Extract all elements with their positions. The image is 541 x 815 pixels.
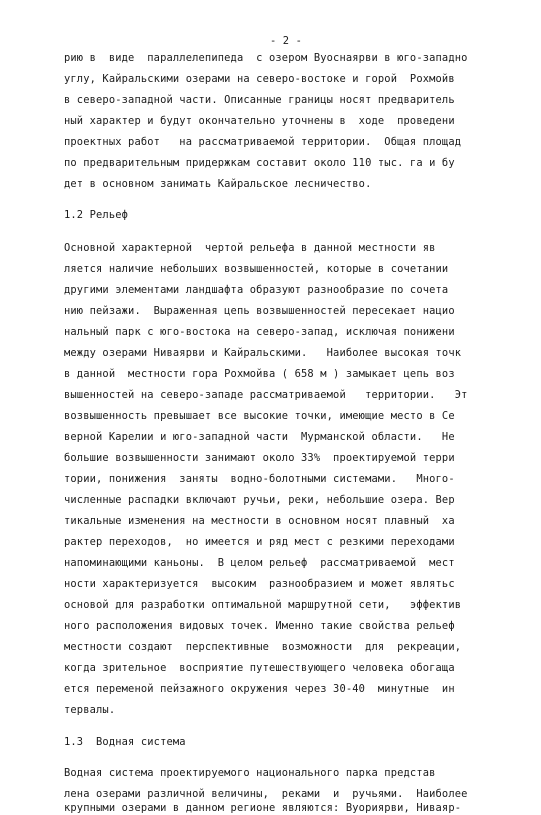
text-line: напоминающими каньоны. В целом рельеф рассматриваемой мест: [64, 557, 455, 569]
text-line: местности создают перспективные возможности для рекреации,: [64, 641, 462, 653]
text-line: ности характеризуется высоким разнообразием и может являтьс: [64, 578, 455, 590]
section-heading-relief: 1.2 Рельеф: [64, 209, 129, 221]
text-line: численные распадки включают ручьи, реки, небольшие озера. Вер: [64, 494, 455, 506]
text-line: рию в виде параллелепипеда с озером Вуоснаярви в юго-западно: [64, 52, 468, 64]
text-line: по предварительным придержкам составит около 110 тыс. га и бу: [64, 157, 455, 169]
text-line: когда зрительное восприятие путешествующего человека обогаща: [64, 662, 455, 674]
text-line: тории, понижения заняты водно-болотными системами. Много-: [64, 473, 455, 485]
text-line: нальный парк с юго-востока на северо-запад, исключая понижени: [64, 326, 455, 338]
section-heading-water: 1.3 Водная система: [64, 736, 186, 748]
text-line: другими элементами ландшафта образуют разнообразие по сочета: [64, 284, 449, 296]
text-line: тервалы.: [64, 704, 116, 716]
text-line: основой для разработки оптимальной маршрутной сети, эффектив: [64, 599, 462, 611]
text-line: между озерами Ниваярви и Кайральскими. Наиболее высокая точк: [64, 347, 462, 359]
text-line: в северо-западной части. Описанные границы носят предваритель: [64, 94, 455, 106]
text-line: углу, Кайральскими озерами на северо-востоке и горой Рохмойв: [64, 73, 455, 85]
text-line: Водная система проектируемого национального парка представ: [64, 767, 436, 779]
text-line: крупными озерами в данном регионе являются: Вуориярви, Нивaяр-: [64, 802, 462, 814]
text-line: Основной характерной чертой рельефа в данной местности яв: [64, 242, 436, 254]
text-line: проектных работ на рассматриваемой территории. Общая площад: [64, 136, 462, 148]
text-line: нию пейзажи. Выраженная цепь возвышенностей пересекает нацио: [64, 305, 455, 317]
text-line: ется переменой пейзажного окружения через 30-40 минутные ин: [64, 683, 455, 695]
text-line: ный характер и будут окончательно уточнены в ходе проведени: [64, 115, 455, 127]
text-line: верной Карелии и юго-западной части Мурманской области. Не: [64, 431, 455, 443]
text-line: ного расположения видовых точек. Именно такие свойства рельеф: [64, 620, 455, 632]
page-number: - 2 -: [270, 35, 303, 47]
text-line: вышенностей на северо-западе рассматриваемой территории. Эт: [64, 389, 468, 401]
text-line: в данной местности гора Рохмойва ( 658 м ) замыкает цепь воз: [64, 368, 455, 380]
text-line: большие возвышенности занимают около 33% проектируемой терри: [64, 452, 455, 464]
text-line: дет в основном занимать Кайральское лесничество.: [64, 178, 372, 190]
text-line: тикальные изменения на местности в основном носят плавный ха: [64, 515, 455, 527]
text-line: лена озерами различной величины, реками и ручьями. Наиболее: [64, 788, 468, 800]
text-line: рактер переходов, но имеется и ряд мест с резкими переходами: [64, 536, 455, 548]
text-line: возвышенность превышает все высокие точки, имеющие место в Се: [64, 410, 455, 422]
text-line: ляется наличие небольших возвышенностей, которые в сочетании: [64, 263, 449, 275]
